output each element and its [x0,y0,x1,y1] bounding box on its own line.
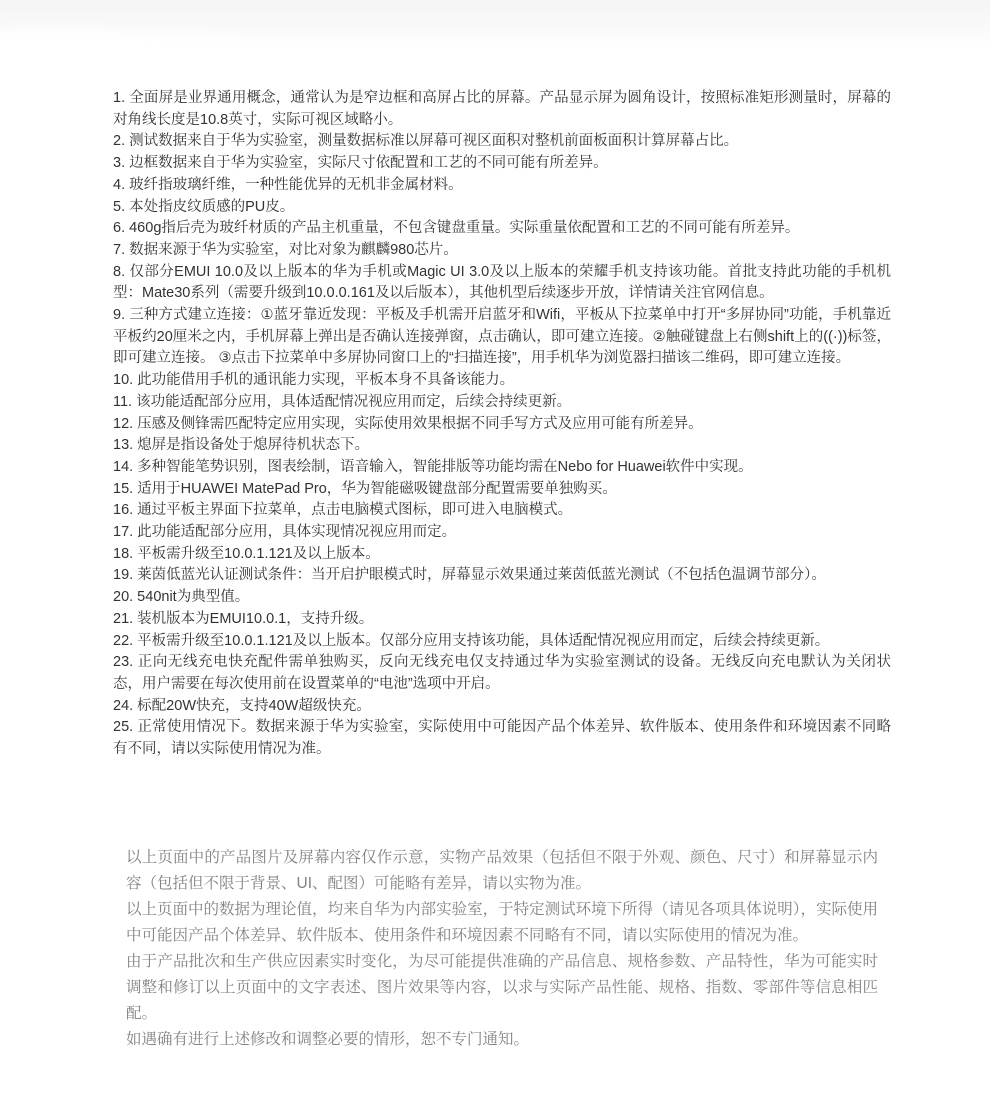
footnote-item-14: 14. 多种智能笔势识别，图表绘制，语音输入，智能排版等功能均需在Nebo for Huawei软件中实现。 [113,458,753,475]
footnote-item-22: 22. 平板需升级至10.0.1.121及以上版本。仅部分应用支持该功能，具体适配情况视应用而定，后续会持续更新。 [113,632,830,649]
footnote-item-8: 8. 仅部分EMUI 10.0及以上版本的华为手机或Magic UI 3.0及以上版本的荣耀手机支持该功能。首批支持此功能的手机机型：Mate30系列（需要升级到10.0.0.161及以后版本），其他机型后续逐步开放，详情请关注官网信息。 [113,263,891,302]
footnote-item-4: 4. 玻纤指玻璃纤维，一种性能优异的无机非金属材料。 [113,176,463,193]
footnote-item-18: 18. 平板需升级至10.0.1.121及以上版本。 [113,545,380,562]
footnotes-section [113,88,891,761]
footnote-item-11: 11. 该功能适配部分应用，具体适配情况视应用而定，后续会持续更新。 [113,393,572,410]
footnote-item-1: 1. 全面屏是业界通用概念，通常认为是窄边框和高屏占比的屏幕。产品显示屏为圆角设计，按照标准矩形测量时，屏幕的对角线长度是10.8英寸，实际可视区域略小。 [113,90,891,128]
disclaimer-paragraph-2: 以上页面中的数据为理论值，均来自华为内部实验室，于特定测试环境下所得（请见各项具体说明），实际使用中可能因产品个体差异、软件版本、使用条件和环境因素不同略有不同，请以实际使用的情况为准。 [126,901,878,944]
footnote-item-17: 17. 此功能适配部分应用，具体实现情况视应用而定。 [113,524,457,541]
footnote-item-16: 16. 通过平板主界面下拉菜单，点击电脑模式图标，即可进入电脑模式。 [113,502,573,519]
disclaimer-paragraph-3: 由于产品批次和生产供应因素实时变化，为尽可能提供准确的产品信息、规格参数、产品特性，华为可能实时调整和修订以上页面中的文字表述、图片效果等内容，以求与实际产品性能、规格、指数、零部件等信息相匹配。 [126,953,878,1022]
footnote-item-13: 13. 熄屏是指设备处于熄屏待机状态下。 [113,437,370,454]
disclaimer-paragraph-4: 如遇确有进行上述修改和调整必要的情形，恕不专门通知。 [126,1031,530,1048]
footnote-item-20: 20. 540nit为典型值。 [113,589,250,606]
footnote-item-25: 25. 正常使用情况下。数据来源于华为实验室，实际使用中可能因产品个体差异、软件版本、使用条件和环境因素不同略有不同，请以实际使用情况为准。 [113,719,891,758]
footnote-item-9: 9. 三种方式建立连接：①蓝牙靠近发现：平板及手机需开启蓝牙和Wifi，平板从下拉菜单中打开“多屏协同”功能，手机靠近平板约20厘米之内，手机屏幕上弹出是否确认连接弹窗，点击确认，即可建立连接。②触碰键盘上右侧shift上的((·))标签，即可建立连接。 ③点击下拉菜单中多屏协同窗口上的“扫描连接”，用手机华为浏览器扫描该二维码，即可建立连接。 [113,307,891,367]
disclaimers-section [126,845,878,1053]
footnote-item-15: 15. 适用于HUAWEI MatePad Pro，华为智能磁吸键盘部分配置需要单独购买。 [113,480,617,497]
footnote-item-10: 10. 此功能借用手机的通讯能力实现，平板本身不具备该能力。 [113,372,515,389]
footnote-item-21: 21. 装机版本为EMUI10.0.1，支持升级。 [113,610,374,627]
footnote-item-12: 12. 压感及侧锋需匹配特定应用实现，实际使用效果根据不同手写方式及应用可能有所差异。 [113,415,703,432]
footnote-item-19: 19. 莱茵低蓝光认证测试条件：当开启护眼模式时，屏幕显示效果通过莱茵低蓝光测试（不包括色温调节部分）。 [113,567,826,584]
footnote-item-5: 5. 本处指皮纹质感的PU皮。 [113,198,295,215]
footnote-item-6: 6. 460g指后壳为玻纤材质的产品主机重量，不包含键盘重量。实际重量依配置和工艺的不同可能有所差异。 [113,220,800,237]
disclaimer-paragraph-1: 以上页面中的产品图片及屏幕内容仅作示意，实物产品效果（包括但不限于外观、颜色、尺寸）和屏幕显示内容（包括但不限于背景、UI、配图）可能略有差异，请以实物为准。 [126,849,878,892]
footnote-item-2: 2. 测试数据来自于华为实验室，测量数据标准以屏幕可视区面积对整机前面板面积计算屏幕占比。 [113,133,739,150]
footnote-item-7: 7. 数据来源于华为实验室，对比对象为麒麟980芯片。 [113,241,458,258]
decorative-top-gradient [0,0,990,46]
footnote-item-23: 23. 正向无线充电快充配件需单独购买，反向无线充电仅支持通过华为实验室测试的设备。无线反向充电默认为关闭状态，用户需要在每次使用前在设置菜单的“电池”选项中开启。 [113,654,891,692]
footnote-item-3: 3. 边框数据来自于华为实验室，实际尺寸依配置和工艺的不同可能有所差异。 [113,155,608,172]
footnote-item-24: 24. 标配20W快充，支持40W超级快充。 [113,697,371,714]
